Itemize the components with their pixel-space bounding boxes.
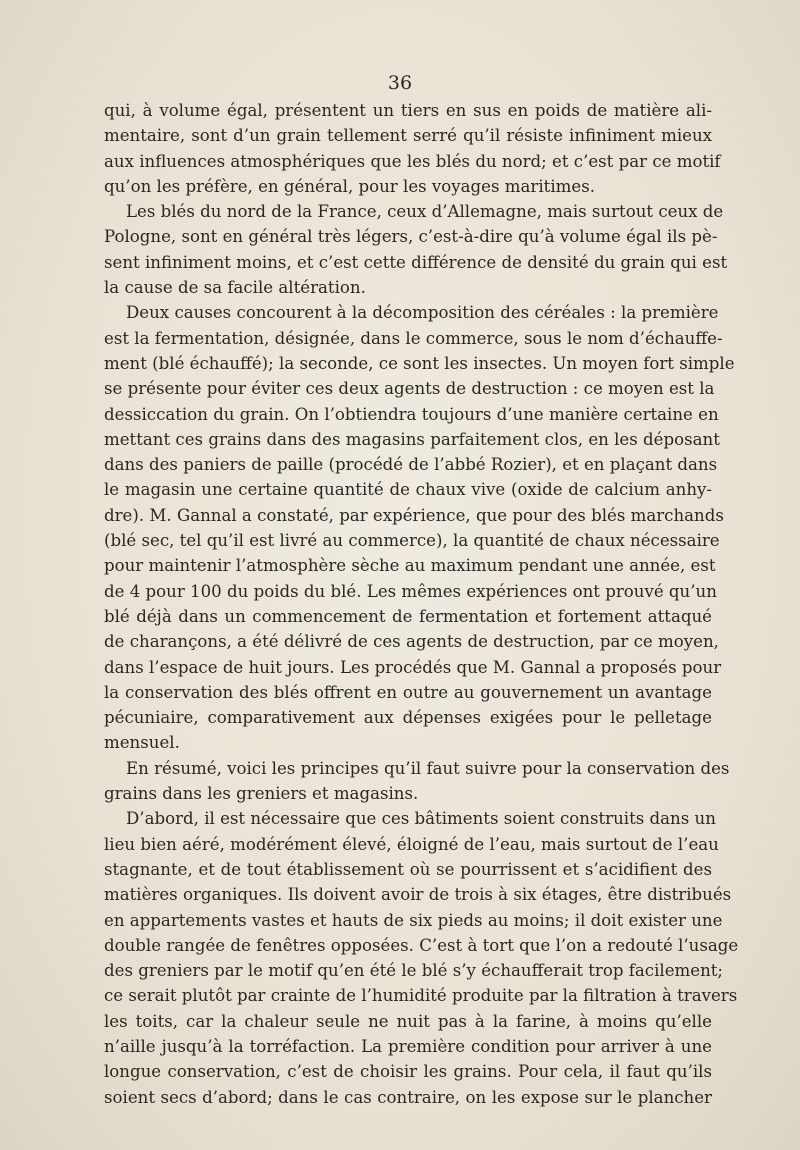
- text-line: se présente pour éviter ces deux agents de destruction : ce moyen est la: [104, 379, 715, 399]
- text-line: Pologne, sont en général très légers, c’est-à-dire qu’à volume égal ils pè-: [104, 227, 718, 247]
- text-line: soient secs d’abord; dans le cas contraire, on les expose sur le plancher: [104, 1087, 712, 1107]
- text-line: de charançons, a été délivré de ces agents de destruction, par ce moyen,: [104, 632, 719, 652]
- text-line: la conservation des blés offrent en outre au gouvernement un avantage: [104, 682, 712, 702]
- text-line: ment (blé échauffé); la seconde, ce sont les insectes. Un moyen fort simple: [104, 353, 735, 373]
- text-line: (blé sec, tel qu’il est livré au commerce), la quantité de chaux nécessaire: [104, 531, 720, 551]
- text-line: pour maintenir l’atmosphère sèche au maximum pendant une année, est: [104, 556, 716, 576]
- text-line: qui, à volume égal, présentent un tiers en sus en poids de matière ali-: [104, 101, 712, 120]
- text-line: sent infiniment moins, et c’est cette différence de densité du grain qui est: [104, 252, 728, 272]
- text-line: mensuel.: [104, 733, 180, 753]
- text-line: Les blés du nord de la France, ceux d’Allemagne, mais surtout ceux de: [126, 202, 724, 222]
- text-line: dessiccation du grain. On l’obtiendra toujours d’une manière certaine en: [104, 404, 719, 424]
- text-line: blé déjà dans un commencement de fermentation et fortement attaqué: [104, 606, 712, 626]
- text-line: Deux causes concourent à la décomposition des céréales : la première: [126, 303, 719, 323]
- text-line: n’aille jusqu’à la torréfaction. La première condition pour arriver à une: [104, 1036, 712, 1056]
- text-line: dre). M. Gannal a constaté, par expérience, que pour des blés marchands: [104, 505, 724, 525]
- text-line: ce serait plutôt par crainte de l’humidité produite par la filtration à travers: [104, 986, 738, 1006]
- text-line: pécuniaire, comparativement aux dépenses exigées pour le pelletage: [104, 708, 712, 728]
- page-number: 36: [387, 72, 413, 94]
- text-line: est la fermentation, désignée, dans le commerce, sous le nom d’échauffe-: [104, 328, 723, 348]
- text-line: En résumé, voici les principes qu’il faut suivre pour la conservation des: [126, 758, 730, 778]
- text-line: de 4 pour 100 du poids du blé. Les mêmes expériences ont prouvé qu’un: [104, 581, 717, 601]
- text-line: le magasin une certaine quantité de chaux vive (oxide de calcium anhy-: [104, 480, 712, 500]
- text-line: en appartements vastes et hauts de six pieds au moins; il doit exister une: [104, 910, 723, 930]
- text-line: double rangée de fenêtres opposées. C’est à tort que l’on a redouté l’usage: [104, 935, 739, 955]
- text-line: D’abord, il est nécessaire que ces bâtiments soient construits dans un: [126, 809, 716, 829]
- text-line: la cause de sa facile altération.: [104, 278, 366, 298]
- text-line: aux influences atmosphériques que les blés du nord; et c’est par ce motif: [104, 151, 721, 171]
- text-line: les toits, car la chaleur seule ne nuit pas à la farine, à moins qu’elle: [104, 1011, 712, 1031]
- text-line: stagnante, et de tout établissement où se pourrissent et s’acidifient des: [104, 859, 712, 879]
- body-text: [104, 98, 739, 1110]
- text-line: longue conservation, c’est de choisir les grains. Pour cela, il faut qu’ils: [104, 1062, 712, 1082]
- text-line: dans l’espace de huit jours. Les procédés que M. Gannal a proposés pour: [104, 657, 722, 677]
- text-line: mentaire, sont d’un grain tellement serré qu’il résiste infiniment mieux: [104, 126, 712, 146]
- text-line: mettant ces grains dans des magasins parfaitement clos, en les déposant: [104, 429, 720, 449]
- text-line: dans des paniers de paille (procédé de l’abbé Rozier), et en plaçant dans: [104, 455, 718, 475]
- text-line: lieu bien aéré, modérément élevé, éloigné de l’eau, mais surtout de l’eau: [104, 834, 719, 854]
- text-line: matières organiques. Ils doivent avoir de trois à six étages, être distribués: [104, 885, 732, 905]
- text-line: grains dans les greniers et magasins.: [104, 784, 419, 804]
- text-line: des greniers par le motif qu’en été le blé s’y échaufferait trop facilement;: [104, 961, 724, 981]
- text-line: qu’on les préfère, en général, pour les voyages maritimes.: [104, 176, 595, 196]
